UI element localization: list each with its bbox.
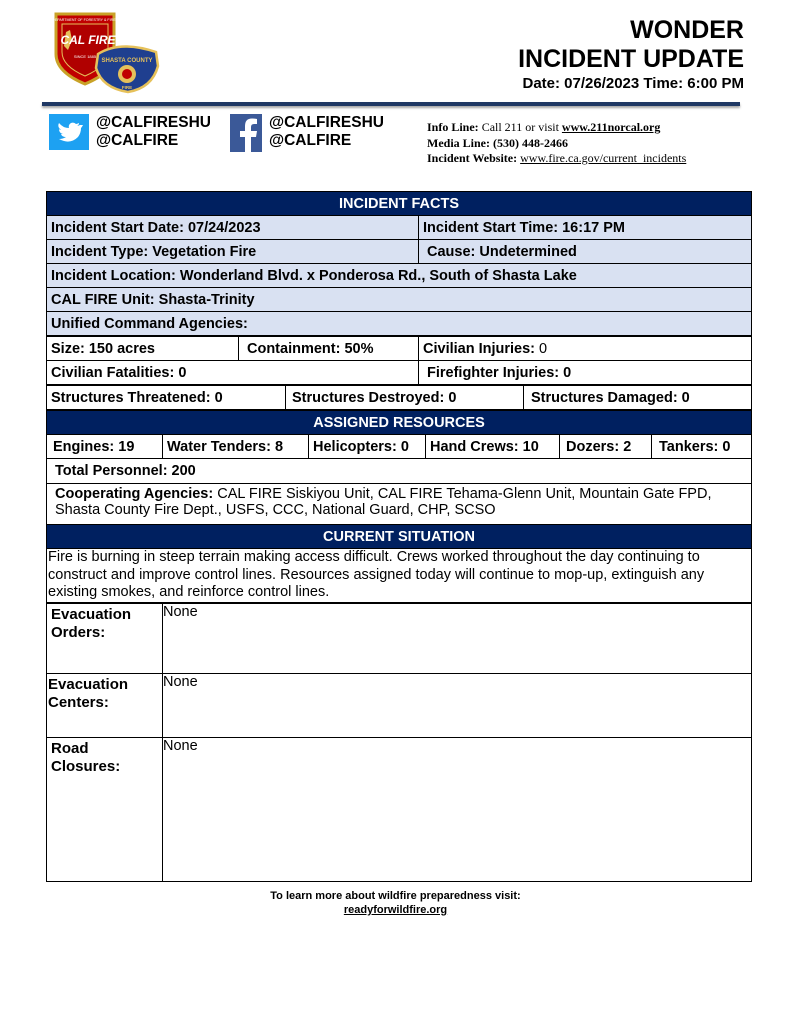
facebook-block xyxy=(230,114,384,157)
calfire-unit: CAL FIRE Unit: Shasta-Trinity xyxy=(47,288,752,312)
date-time: Date: 07/26/2023 Time: 6:00 PM xyxy=(522,75,744,92)
incident-start-time: Incident Start Time: 16:17 PM xyxy=(419,216,752,240)
website-line: Incident Website: www.fire.ca.gov/current_incidents xyxy=(427,151,687,165)
resources-table xyxy=(46,410,752,603)
incident-start-date: Incident Start Date: 07/24/2023 xyxy=(47,216,419,240)
incident-name: WONDER xyxy=(630,16,744,44)
website-link[interactable]: www.fire.ca.gov/current_incidents xyxy=(520,151,687,165)
hand-crews: Hand Crews: 10 xyxy=(426,435,560,459)
document-title xyxy=(518,16,744,93)
twitter-block xyxy=(49,114,211,155)
structures-destroyed: Structures Destroyed: 0 xyxy=(286,386,524,410)
current-situation-heading: CURRENT SITUATION xyxy=(47,525,752,549)
update-heading: INCIDENT UPDATE xyxy=(518,45,744,73)
civilian-fatalities: Civilian Fatalities: 0 xyxy=(47,361,419,385)
road-closures-value: None xyxy=(163,737,752,881)
structures-table xyxy=(46,385,752,410)
footer xyxy=(0,889,791,917)
twitter-handle-calfire[interactable]: @CALFIRE xyxy=(96,132,179,149)
incident-type: Incident Type: Vegetation Fire xyxy=(47,240,419,264)
helicopters: Helicopters: 0 xyxy=(309,435,426,459)
incident-cause: Cause: Undetermined xyxy=(419,240,752,264)
facts-table-1 xyxy=(46,191,752,336)
media-line: Media Line: (530) 448-2466 xyxy=(427,135,568,150)
engines: Engines: 19 xyxy=(47,435,163,459)
incident-report xyxy=(46,191,751,882)
logo-text-fire: FIRE xyxy=(121,85,133,90)
incident-size: Size: 150 acres xyxy=(47,337,239,361)
facts-table-2 xyxy=(46,336,752,385)
civilian-injuries: Civilian Injuries: 0 xyxy=(419,337,752,361)
water-tenders: Water Tenders: 8 xyxy=(163,435,309,459)
facebook-icon[interactable] xyxy=(230,114,262,157)
logo-text-calfire-dept: CALIFORNIA DEPARTMENT OF FORESTRY & FIRE PROTECTION xyxy=(29,18,141,22)
info-line: Info Line: Call 211 or visit www.211norcal.org xyxy=(427,120,661,134)
structures-damaged: Structures Damaged: 0 xyxy=(524,386,752,410)
header-divider xyxy=(42,102,740,106)
evacuation-centers-label: Evacuation Centers: xyxy=(47,673,163,737)
cooperating-agencies: Cooperating Agencies: CAL FIRE Siskiyou Unit, CAL FIRE Tehama-Glenn Unit, Mountain Gate FPD, Shasta County Fire Dept., USFS, CCC, National Guard, CHP, SCSO xyxy=(47,484,752,525)
unified-command: Unified Command Agencies: xyxy=(47,312,752,336)
twitter-handle-shu[interactable]: @CALFIRESHU xyxy=(96,114,212,131)
dozers: Dozers: 2 xyxy=(560,435,652,459)
evacuation-table xyxy=(46,603,752,882)
contact-info xyxy=(427,120,686,167)
incident-facts-heading: INCIDENT FACTS xyxy=(47,192,752,216)
facebook-handle-shu[interactable]: @CALFIRESHU xyxy=(269,114,385,131)
structures-threatened: Structures Threatened: 0 xyxy=(47,386,286,410)
situation-text: Fire is burning in steep terrain making access difficult. Crews worked throughout the day continuing to construct and improve control lines. Resources assigned today will continue to mop-up, extinguish any existing smokes, and reinforce control lines. xyxy=(47,549,752,603)
containment: Containment: 50% xyxy=(239,337,419,361)
tankers: Tankers: 0 xyxy=(652,435,752,459)
total-personnel: Total Personnel: 200 xyxy=(47,459,752,484)
firefighter-injuries: Firefighter Injuries: 0 xyxy=(419,361,752,385)
logo-text-calfire: CAL FIRE xyxy=(60,33,116,47)
assigned-resources-heading: ASSIGNED RESOURCES xyxy=(47,411,752,435)
evacuation-centers-value: None xyxy=(163,673,752,737)
incident-location: Incident Location: Wonderland Blvd. x Ponderosa Rd., South of Shasta Lake xyxy=(47,264,752,288)
logo-text-since: SINCE 1885 xyxy=(73,54,97,59)
agency-logos xyxy=(29,10,162,94)
road-closures-label: Road Closures: xyxy=(47,737,163,881)
footer-text: To learn more about wildfire preparedness visit: xyxy=(270,890,521,902)
info-link[interactable]: www.211norcal.org xyxy=(561,120,661,134)
facebook-handle-calfire[interactable]: @CALFIRE xyxy=(269,132,352,149)
twitter-icon[interactable] xyxy=(49,114,89,155)
evacuation-orders-label: Evacuation Orders: xyxy=(47,603,163,673)
footer-link[interactable]: readyforwildfire.org xyxy=(343,904,448,916)
logo-text-shasta: SHASTA COUNTY xyxy=(101,58,153,64)
evacuation-orders-value: None xyxy=(163,603,752,673)
